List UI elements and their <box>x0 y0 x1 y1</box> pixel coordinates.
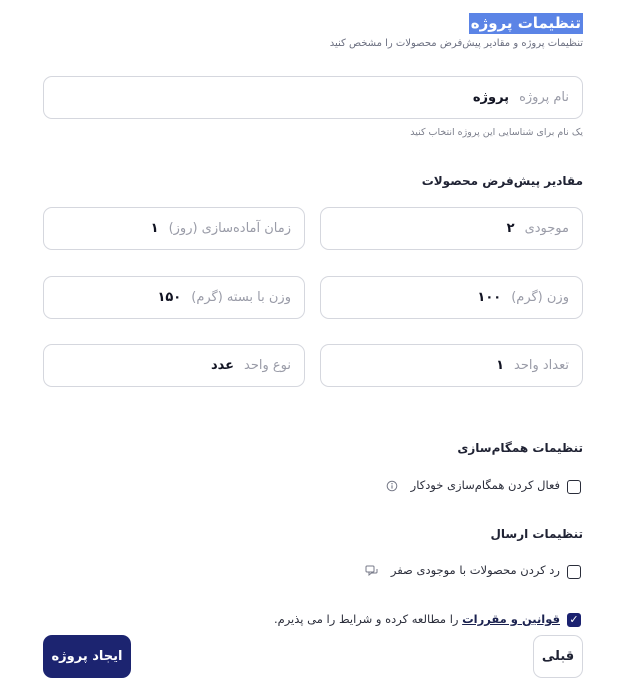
info-icon <box>386 477 398 489</box>
terms-rest: را مطالعه کرده و شرایط را می پذیرم. <box>273 612 463 626</box>
terms-checkbox[interactable]: ✓ <box>567 613 581 627</box>
unit-type-label: نوع واحد <box>244 358 291 373</box>
create-project-button[interactable]: ایجاد پروژه <box>43 635 131 678</box>
back-button[interactable]: قبلی <box>533 635 583 678</box>
weight-value: ۱۰۰ <box>477 290 502 305</box>
unit-type-field[interactable] <box>43 344 305 387</box>
page-subtitle: تنظیمات پروژه و مقادیر پیش‌فرض محصولات را مشخص کنید <box>329 38 583 49</box>
page-title: تنظیمات پروژه <box>470 14 581 32</box>
prep-time-value: ۱ <box>150 221 159 236</box>
unit-count-value: ۱ <box>496 358 504 373</box>
project-name-label: نام پروژه <box>519 90 569 105</box>
terms-text <box>274 612 560 626</box>
stock-field[interactable] <box>320 207 583 250</box>
project-name-field[interactable] <box>43 76 583 119</box>
auto-sync-label[interactable]: فعال کردن همگام‌سازی خودکار <box>410 478 560 492</box>
project-name-value: پروژه <box>472 90 510 105</box>
reject-zero-stock-label[interactable]: رد کردن محصولات با موجودی صفر <box>390 563 560 577</box>
weight-label: وزن (گرم) <box>511 290 569 305</box>
project-name-hint: یک نام برای شناسایی این پروژه انتخاب کنید <box>410 127 583 138</box>
stock-value: ۲ <box>506 221 515 236</box>
defaults-heading: مقادیر پیش‌فرض محصولات <box>421 174 583 188</box>
prep-time-label: زمان آماده‌سازی (روز) <box>168 221 291 236</box>
unit-count-field[interactable] <box>320 344 583 387</box>
package-weight-field[interactable] <box>43 276 305 319</box>
package-weight-value: ۱۵۰ <box>157 290 182 305</box>
prep-time-field[interactable] <box>43 207 305 250</box>
stock-label: موجودی <box>524 221 569 236</box>
terms-link[interactable]: قوانین و مقررات <box>462 612 560 626</box>
weight-field[interactable] <box>320 276 583 319</box>
shipping-heading: تنظیمات ارسال <box>490 527 583 541</box>
reject-zero-stock-checkbox[interactable] <box>567 565 581 579</box>
unit-count-label: تعداد واحد <box>514 358 569 373</box>
unit-type-value: عدد <box>210 358 235 373</box>
auto-sync-checkbox[interactable] <box>567 480 581 494</box>
chat-icon <box>365 562 379 574</box>
sync-heading: تنظیمات همگام‌سازی <box>457 441 583 455</box>
package-weight-label: وزن با بسته (گرم) <box>191 290 291 305</box>
